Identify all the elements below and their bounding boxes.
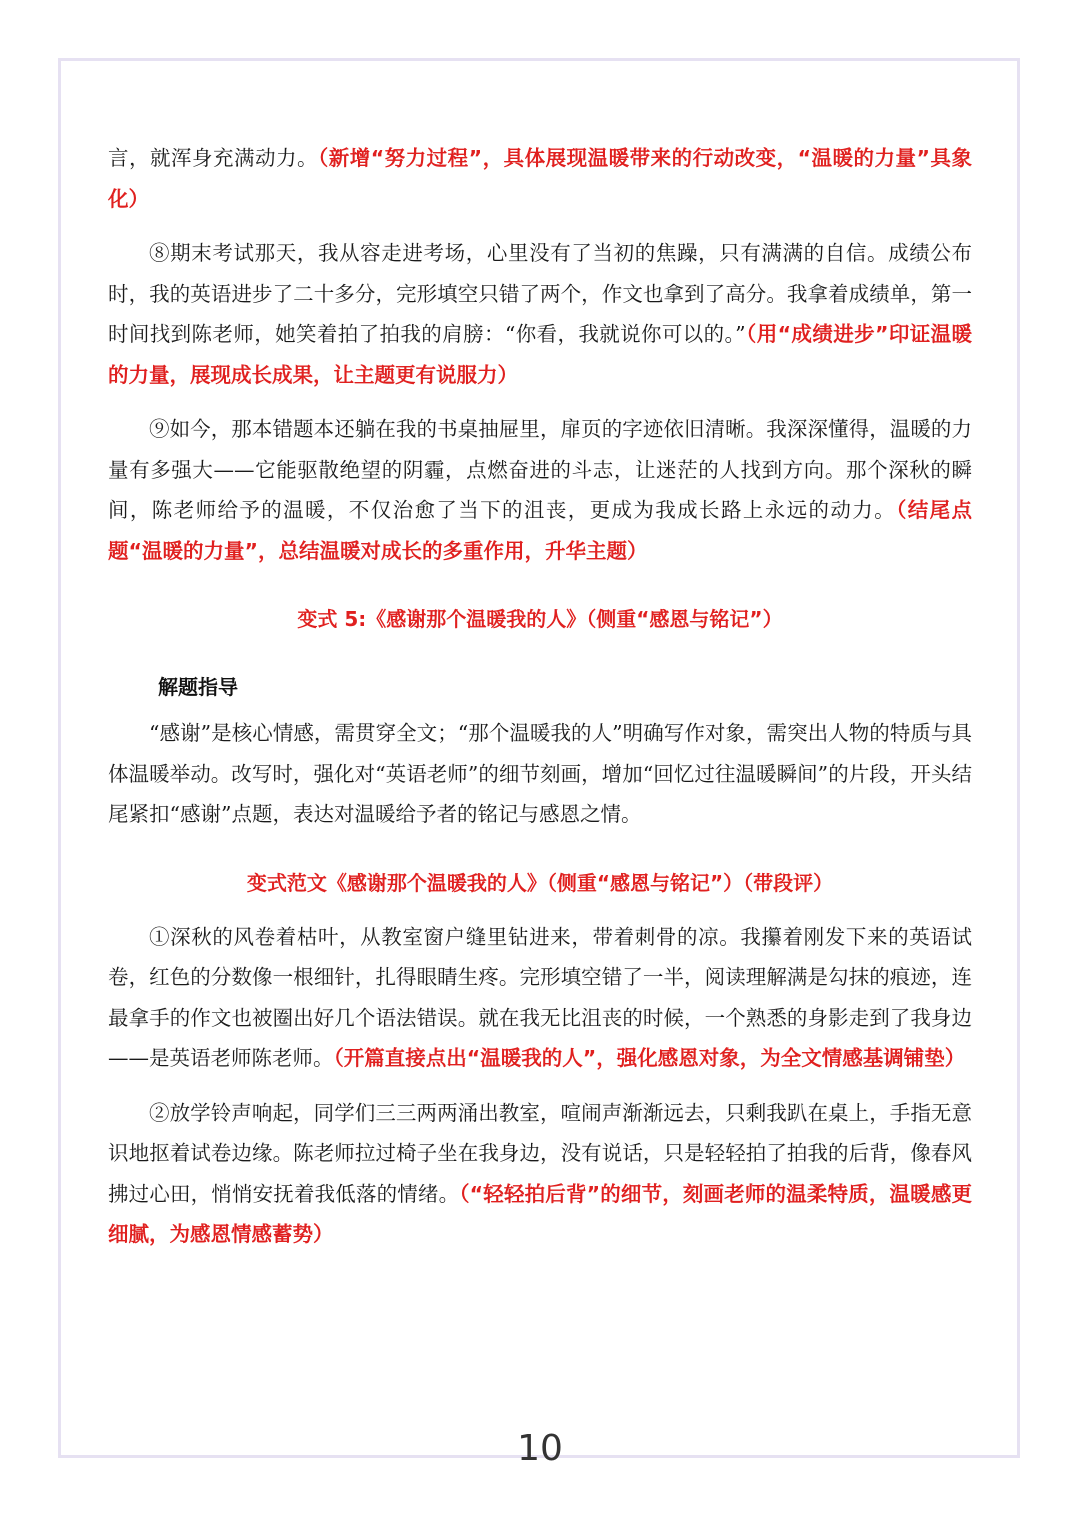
document-body <box>108 138 972 1255</box>
comment-note: （开篇直接点出“温暖我的人”，强化感恩对象，为全文情感基调铺垫） <box>333 1046 966 1070</box>
paragraph-9 <box>108 409 972 571</box>
paragraph-text: 言，就浑身充满动力。 <box>108 146 318 170</box>
guide-heading: 解题指导 <box>158 675 238 699</box>
comment-note: （“轻轻拍后背”的细节，刻画老师的温柔特质，温暖感更细腻，为感恩情感蓄势） <box>108 1181 972 1246</box>
sample-paragraph-2 <box>108 1093 972 1255</box>
variant-title: 变式 5:《感谢那个温暖我的人》（侧重“感恩与铭记”） <box>297 607 783 631</box>
comment-note: （新增“努力过程”，具体展现温暖带来的行动改变，“温暖的力量”具象化） <box>108 146 972 211</box>
paragraph-text: ①深秋的风卷着枯叶，从教室窗户缝里钻进来，带着刺骨的凉。我攥着刚发下来的英语试卷，红色的分数像一根细针，扎得眼睛生疼。完形填空错了一半，阅读理解满是勾抹的痕迹，连最拿手的作文也被圈出好几个语法错误。就在我无比沮丧的时候，一个熟悉的身影走到了我身边——是英语老师陈老师。 <box>108 924 972 1070</box>
paragraph-continued <box>108 138 972 219</box>
paragraph-text: ⑧期末考试那天，我从容走进考场，心里没有了当初的焦躁，只有满满的自信。成绩公布时，我的英语进步了二十多分，完形填空只错了两个，作文也拿到了高分。我拿着成绩单，第一时间找到陈老师，她笑着拍了拍我的肩膀：“你看，我就说你可以的。” <box>108 241 972 346</box>
comment-note: （用“成绩进步”印证温暖的力量，展现成长成果，让主题更有说服力） <box>108 322 972 387</box>
paragraph-text: ⑨如今，那本错题本还躺在我的书桌抽屉里，扉页的字迹依旧清晰。我深深懂得，温暖的力量有多强大——它能驱散绝望的阴霾，点燃奋进的斗志，让迷茫的人找到方向。那个深秋的瞬间，陈老师给予的温暖，不仅治愈了当下的沮丧，更成为我成长路上永远的动力。 <box>108 417 972 522</box>
comment-note: （结尾点题“温暖的力量”，总结温暖对成长的多重作用，升华主题） <box>108 498 973 563</box>
paragraph-text: ②放学铃声响起，同学们三三两两涌出教室，喧闹声渐渐远去，只剩我趴在桌上，手指无意识地抠着试卷边缘。陈老师拉过椅子坐在我身边，没有说话，只是轻轻拍了拍我的后背，像春风拂过心田，悄悄安抚着我低落的情绪。 <box>108 1100 972 1206</box>
guide-paragraph <box>108 713 972 835</box>
page-number: 10 <box>517 1428 563 1469</box>
sample-essay-title: 变式范文《感谢那个温暖我的人》（侧重“感恩与铭记”）（带段评） <box>246 870 834 895</box>
sample-paragraph-1 <box>108 917 972 1079</box>
paragraph-text: “感谢”是核心情感，需贯穿全文；“那个温暖我的人”明确写作对象，需突出人物的特质与具体温暖举动。改写时，强化对“英语老师”的细节刻画，增加“回忆过往温暖瞬间”的片段，开头结尾紧扣“感谢”点题，表达对温暖给予者的铭记与感恩之情。 <box>108 721 972 826</box>
paragraph-8 <box>108 233 972 395</box>
